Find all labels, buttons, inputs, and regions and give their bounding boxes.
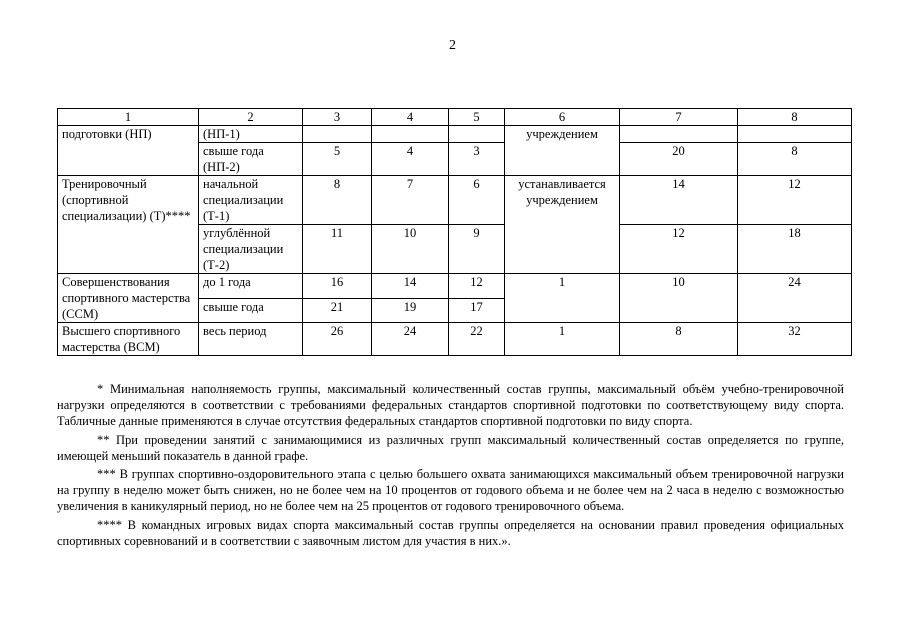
value-cell: 16 (303, 274, 372, 299)
value-cell: 19 (372, 298, 449, 323)
value-cell: 32 (738, 323, 852, 356)
period-cell: свыше года (199, 298, 303, 323)
stage-cell: подготовки (НП) (58, 126, 199, 176)
header-cell: 1 (58, 109, 199, 126)
value-cell: 1 (505, 274, 620, 323)
value-cell (372, 126, 449, 143)
value-cell: 12 (449, 274, 505, 299)
stage-cell: Совершенствования спортивного мастерства (ССМ) (58, 274, 199, 323)
footnote: ** При проведении занятий с занимающимися из различных групп максимальный количественный состав определяется по группе, имеющей меньший показатель в данной графе. (57, 432, 844, 463)
value-cell: 12 (620, 225, 738, 274)
period-cell: весь период (199, 323, 303, 356)
header-cell: 8 (738, 109, 852, 126)
value-cell: 10 (372, 225, 449, 274)
value-cell: 12 (738, 176, 852, 225)
value-cell: 5 (303, 143, 372, 176)
value-cell: 17 (449, 298, 505, 323)
period-cell: углублённой специализации (Т-2) (199, 225, 303, 274)
header-cell: 4 (372, 109, 449, 126)
stage-cell: Высшего спортивного мастерства (ВСМ) (58, 323, 199, 356)
value-cell: 14 (372, 274, 449, 299)
value-cell (303, 126, 372, 143)
period-cell: свыше года (НП-2) (199, 143, 303, 176)
value-cell (738, 126, 852, 143)
value-cell: 24 (738, 274, 852, 323)
footnote: *** В группах спортивно-оздоровительного этапа с целью большего охвата занимающихся максимальный объем тренировочной нагрузки на группу в неделю может быть снижен, но не более чем на 10 процентов от годового объема и не более чем на 2 часа в неделю с возможностью увеличения в каникулярный период, но не более чем на 25 процентов от годового тренировочного объема. (57, 467, 844, 514)
value-cell (449, 126, 505, 143)
period-cell: (НП-1) (199, 126, 303, 143)
table-row (58, 323, 852, 356)
page-number: 2 (449, 38, 456, 53)
value-cell: 18 (738, 225, 852, 274)
period-cell: начальной специализации (Т-1) (199, 176, 303, 225)
value-cell: 7 (372, 176, 449, 225)
period-cell: до 1 года (199, 274, 303, 299)
value-cell: 22 (449, 323, 505, 356)
value-cell: учреждением (505, 126, 620, 176)
group-load-table (57, 108, 852, 356)
value-cell: 21 (303, 298, 372, 323)
value-cell: 3 (449, 143, 505, 176)
value-cell: 14 (620, 176, 738, 225)
value-cell (620, 126, 738, 143)
header-row (58, 109, 852, 126)
value-cell: 26 (303, 323, 372, 356)
value-cell: 8 (738, 143, 852, 176)
table-row (58, 274, 852, 299)
value-cell: устанавливается учреждением (505, 176, 620, 274)
header-cell: 3 (303, 109, 372, 126)
header-cell: 2 (199, 109, 303, 126)
footnote: * Минимальная наполняемость группы, максимальный количественный состав группы, максимальный объём учебно-тренировочной нагрузки определяются в соответствии с требованиями федеральных стандартов спортивной подготовки по соответствующему виду спорта. Табличные данные применяются в случае отсутствия федеральных стандартов спортивной подготовки по виду спорта. (57, 382, 844, 429)
header-cell: 5 (449, 109, 505, 126)
value-cell: 1 (505, 323, 620, 356)
value-cell: 9 (449, 225, 505, 274)
value-cell: 10 (620, 274, 738, 323)
value-cell: 24 (372, 323, 449, 356)
value-cell: 11 (303, 225, 372, 274)
table-row (58, 126, 852, 143)
footnote: **** В командных игровых видах спорта максимальный состав группы определяется на основании правил проведения официальных спортивных соревнований и в соответствии с заявочным листом для участия в них.». (57, 517, 844, 548)
value-cell: 8 (303, 176, 372, 225)
header-cell: 7 (620, 109, 738, 126)
footnotes (57, 381, 844, 549)
table-row (58, 176, 852, 225)
value-cell: 20 (620, 143, 738, 176)
header-cell: 6 (505, 109, 620, 126)
value-cell: 4 (372, 143, 449, 176)
stage-cell: Тренировочный (спортивной специализации) (Т)**** (58, 176, 199, 274)
value-cell: 8 (620, 323, 738, 356)
value-cell: 6 (449, 176, 505, 225)
